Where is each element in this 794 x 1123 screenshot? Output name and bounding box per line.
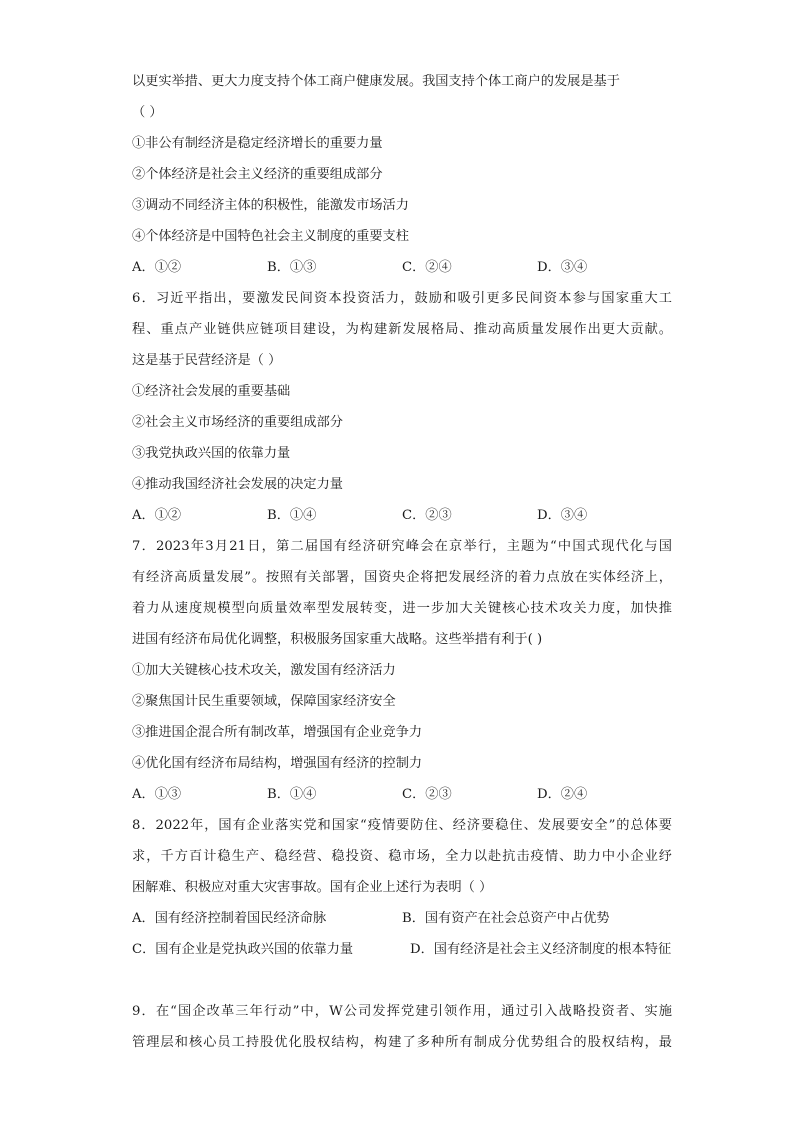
question-stem-line: 困解难、积极应对重大灾害事故。国有企业上述行为表明（ ） bbox=[132, 880, 493, 895]
question-5 bbox=[132, 66, 672, 283]
question-stem-line: 进国有经济布局优化调整，积极服务国家重大战略。这些举措有利于( ) bbox=[132, 632, 543, 647]
question-7 bbox=[132, 531, 672, 810]
question-stem-line: 有经济高质量发展”。按照有关部署，国资央企将把发展经济的着力点放在实体经济上， bbox=[132, 570, 672, 585]
option-a: A．①③ bbox=[132, 787, 182, 802]
option-c: C．②④ bbox=[402, 260, 452, 275]
option-c: C．②③ bbox=[402, 508, 452, 523]
answer-options bbox=[132, 903, 672, 934]
option-a: A．①② bbox=[132, 508, 182, 523]
option-d: D．②④ bbox=[537, 787, 588, 802]
question-stem-line: 8．2022年，国有企业落实党和国家“疫情要防住、经济要稳住、发展要安全”的总体要 bbox=[132, 818, 672, 833]
answer-options bbox=[132, 779, 672, 810]
option-b: B．国有资产在社会总资产中占优势 bbox=[402, 911, 610, 926]
option-a: A．国有经济控制着国民经济命脉 bbox=[132, 911, 327, 926]
option-d: D．国有经济是社会主义经济制度的根本特征 bbox=[410, 942, 672, 957]
question-6 bbox=[132, 283, 672, 531]
statement-item: ①非公有制经济是稳定经济增长的重要力量 bbox=[132, 136, 383, 151]
option-d: D．③④ bbox=[537, 508, 588, 523]
question-stem-line: 以更实举措、更大力度支持个体工商户健康发展。我国支持个体工商户的发展是基于 bbox=[132, 74, 620, 89]
question-8 bbox=[132, 810, 672, 996]
question-stem-line: 7．2023年3月21日，第二届国有经济研究峰会在京举行，主题为“中国式现代化与国 bbox=[132, 539, 672, 554]
question-stem-line: 9．在“国企改革三年行动”中，W公司发挥党建引领作用，通过引入战略投资者、实施 bbox=[132, 1004, 672, 1019]
statement-item: ②个体经济是社会主义经济的重要组成部分 bbox=[132, 167, 383, 182]
statement-item: ①经济社会发展的重要基础 bbox=[132, 384, 291, 399]
answer-options bbox=[132, 500, 672, 531]
option-c: C．②③ bbox=[402, 787, 452, 802]
answer-options bbox=[132, 252, 672, 283]
question-stem-line: 这是基于民营经济是（ ） bbox=[132, 353, 282, 368]
statement-item: ③推进国企混合所有制改革，增强国有企业竞争力 bbox=[132, 725, 423, 740]
question-stem-line: 求，千方百计稳生产、稳经营、稳投资、稳市场，全力以赴抗击疫情、助力中小企业纾 bbox=[132, 849, 672, 864]
option-c: C．国有企业是党执政兴国的依靠力量 bbox=[132, 942, 354, 957]
statement-item: ④推动我国经济社会发展的决定力量 bbox=[132, 477, 343, 492]
question-stem-line: 管理层和核心员工持股优化股权结构，构建了多种所有制成分优势组合的股权结构，最 bbox=[132, 1035, 672, 1050]
statement-item: ②聚焦国计民生重要领域，保障国家经济安全 bbox=[132, 694, 396, 709]
statement-item: ④优化国有经济布局结构，增强国有经济的控制力 bbox=[132, 756, 423, 771]
question-stem-line: 着力从速度规模型向质量效率型发展转变，进一步加大关键核心技术攻关力度，加快推 bbox=[132, 601, 672, 616]
option-b: B．①③ bbox=[267, 260, 317, 275]
statement-item: ④个体经济是中国特色社会主义制度的重要支柱 bbox=[132, 229, 409, 244]
option-b: B．①④ bbox=[267, 508, 317, 523]
statement-item: ③我党执政兴国的依靠力量 bbox=[132, 446, 291, 461]
page-content bbox=[132, 66, 672, 1058]
statement-item: ③调动不同经济主体的积极性，能激发市场活力 bbox=[132, 198, 409, 213]
answer-options bbox=[132, 934, 672, 996]
option-d: D．③④ bbox=[537, 260, 588, 275]
question-stem-line: 程、重点产业链供应链项目建设，为构建新发展格局、推动高质量发展作出更大贡献。 bbox=[132, 322, 672, 337]
answer-bracket: （ ） bbox=[132, 105, 163, 120]
question-stem-line: 6．习近平指出，要激发民间资本投资活力，鼓励和吸引更多民间资本参与国家重大工 bbox=[132, 291, 672, 306]
question-9 bbox=[132, 996, 672, 1058]
option-a: A．①② bbox=[132, 260, 182, 275]
statement-item: ①加大关键核心技术攻关，激发国有经济活力 bbox=[132, 663, 396, 678]
statement-item: ②社会主义市场经济的重要组成部分 bbox=[132, 415, 343, 430]
option-b: B．①④ bbox=[267, 787, 317, 802]
